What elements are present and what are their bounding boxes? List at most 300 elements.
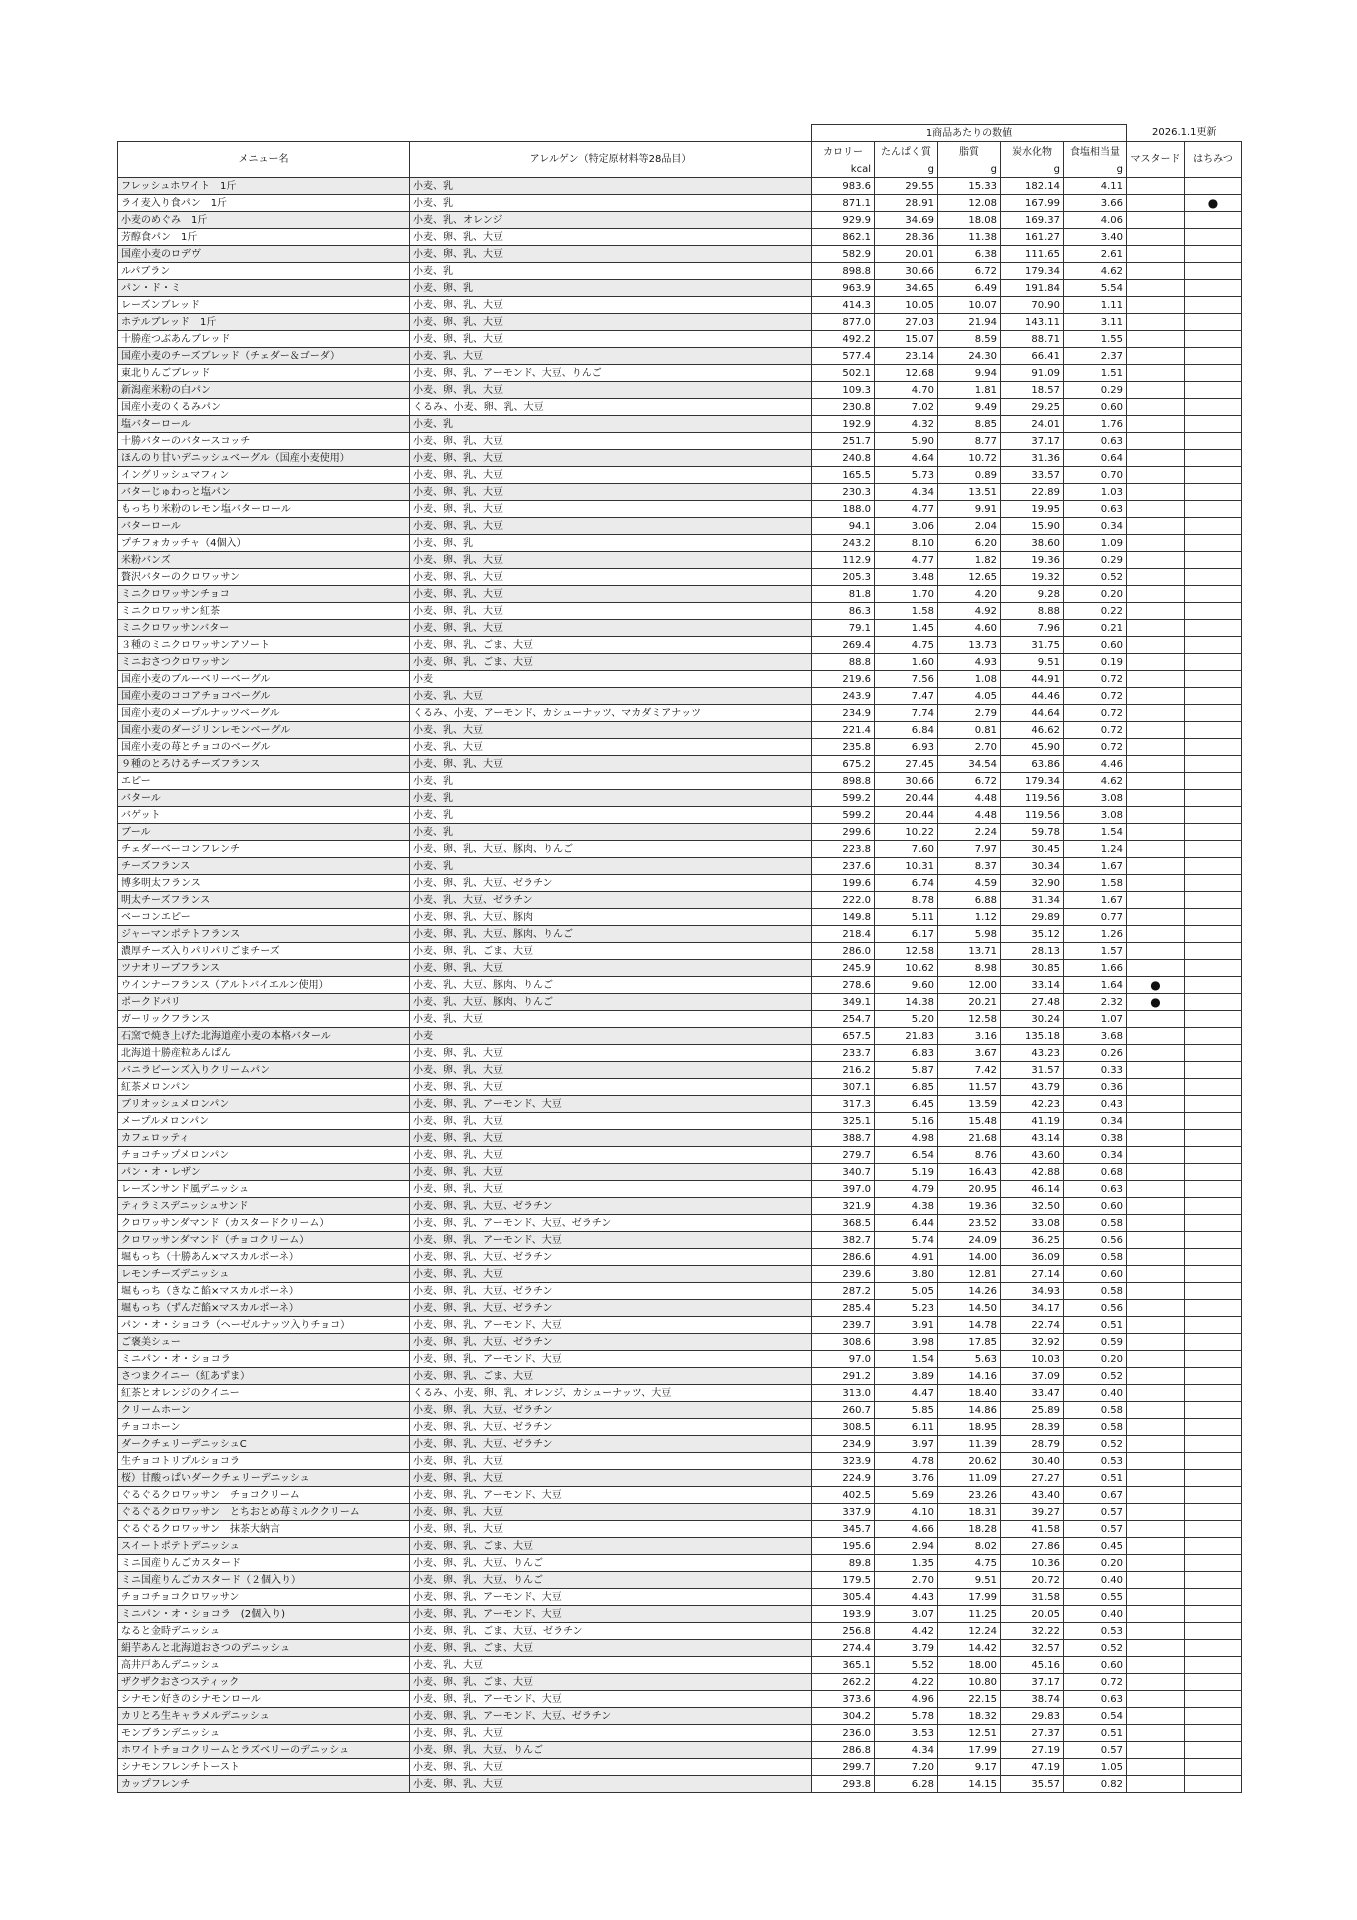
carb: 44.64 xyxy=(1001,705,1064,722)
fat: 2.04 xyxy=(938,518,1001,535)
fat: 8.77 xyxy=(938,433,1001,450)
honey-mark xyxy=(1185,1249,1242,1266)
honey-mark xyxy=(1185,1198,1242,1215)
allergens: 小麦、卵、乳、アーモンド、大豆 xyxy=(410,1317,812,1334)
table-row xyxy=(118,1759,1242,1776)
mustard-mark xyxy=(1127,705,1185,722)
table-row xyxy=(118,1181,1242,1198)
mustard-mark xyxy=(1127,450,1185,467)
protein: 4.43 xyxy=(875,1589,938,1606)
carb: 33.57 xyxy=(1001,467,1064,484)
protein: 3.53 xyxy=(875,1725,938,1742)
honey-mark xyxy=(1185,1096,1242,1113)
fat: 9.51 xyxy=(938,1572,1001,1589)
calorie: 216.2 xyxy=(812,1062,875,1079)
salt: 3.08 xyxy=(1064,790,1127,807)
table-row xyxy=(118,1079,1242,1096)
salt: 0.56 xyxy=(1064,1300,1127,1317)
table-row xyxy=(118,501,1242,518)
calorie: 983.6 xyxy=(812,178,875,195)
salt: 0.22 xyxy=(1064,603,1127,620)
table-row xyxy=(118,229,1242,246)
mustard-mark xyxy=(1127,1266,1185,1283)
carb: 33.08 xyxy=(1001,1215,1064,1232)
allergens: 小麦、乳、大豆、豚肉、りんご xyxy=(410,994,812,1011)
allergens: 小麦、卵、乳、大豆、豚肉、りんご xyxy=(410,841,812,858)
fat: 2.79 xyxy=(938,705,1001,722)
honey-mark xyxy=(1185,586,1242,603)
fat: 13.73 xyxy=(938,637,1001,654)
allergens: 小麦 xyxy=(410,671,812,688)
menu-name: ミニおさつクロワッサン xyxy=(118,654,410,671)
mustard-mark xyxy=(1127,399,1185,416)
protein: 1.45 xyxy=(875,620,938,637)
calorie: 368.5 xyxy=(812,1215,875,1232)
table-row xyxy=(118,1062,1242,1079)
honey-mark xyxy=(1185,1147,1242,1164)
carb: 70.90 xyxy=(1001,297,1064,314)
menu-name: ミニクロワッサンバター xyxy=(118,620,410,637)
protein: 6.28 xyxy=(875,1776,938,1793)
menu-name: ルパブラン xyxy=(118,263,410,280)
allergens: 小麦、卵、乳、大豆 xyxy=(410,603,812,620)
mustard-mark xyxy=(1127,1555,1185,1572)
mustard-mark xyxy=(1127,909,1185,926)
carb: 37.17 xyxy=(1001,1674,1064,1691)
honey-mark xyxy=(1185,926,1242,943)
fat: 18.00 xyxy=(938,1657,1001,1674)
carb: 37.17 xyxy=(1001,433,1064,450)
carb: 35.57 xyxy=(1001,1776,1064,1793)
fat: 18.95 xyxy=(938,1419,1001,1436)
menu-name: ミニパン・オ・ショコラ xyxy=(118,1351,410,1368)
carb: 38.60 xyxy=(1001,535,1064,552)
fat: 9.91 xyxy=(938,501,1001,518)
protein: 4.38 xyxy=(875,1198,938,1215)
calorie: 240.8 xyxy=(812,450,875,467)
menu-name: ホワイトチョコクリームとラズベリーのデニッシュ xyxy=(118,1742,410,1759)
table-row xyxy=(118,654,1242,671)
allergens: 小麦、卵、乳、ごま、大豆 xyxy=(410,637,812,654)
fat: 14.15 xyxy=(938,1776,1001,1793)
fat: 1.08 xyxy=(938,671,1001,688)
calorie: 256.8 xyxy=(812,1623,875,1640)
table-row xyxy=(118,1402,1242,1419)
fat: 12.51 xyxy=(938,1725,1001,1742)
fat: 4.75 xyxy=(938,1555,1001,1572)
table-row xyxy=(118,1708,1242,1725)
honey-mark xyxy=(1185,1402,1242,1419)
carb: 32.90 xyxy=(1001,875,1064,892)
honey-mark: ● xyxy=(1185,195,1242,212)
honey-mark xyxy=(1185,620,1242,637)
mustard-mark xyxy=(1127,1504,1185,1521)
carb: 39.27 xyxy=(1001,1504,1064,1521)
allergens: 小麦、卵、乳、大豆 xyxy=(410,229,812,246)
protein: 8.10 xyxy=(875,535,938,552)
carb: 43.14 xyxy=(1001,1130,1064,1147)
protein: 12.58 xyxy=(875,943,938,960)
mustard-mark xyxy=(1127,1674,1185,1691)
carb: 33.14 xyxy=(1001,977,1064,994)
honey-mark xyxy=(1185,1215,1242,1232)
calorie: 871.1 xyxy=(812,195,875,212)
menu-name: 堀もっち（きなこ餡×マスカルポーネ） xyxy=(118,1283,410,1300)
salt: 0.63 xyxy=(1064,1691,1127,1708)
fat: 6.72 xyxy=(938,773,1001,790)
table-row xyxy=(118,1334,1242,1351)
salt: 0.72 xyxy=(1064,1674,1127,1691)
table-row xyxy=(118,1215,1242,1232)
calorie: 239.7 xyxy=(812,1317,875,1334)
calorie: 237.6 xyxy=(812,858,875,875)
allergens: 小麦、卵、乳、大豆、ゼラチン xyxy=(410,1419,812,1436)
menu-name: モンブランデニッシュ xyxy=(118,1725,410,1742)
calorie: 188.0 xyxy=(812,501,875,518)
mustard-mark xyxy=(1127,348,1185,365)
carb: 35.12 xyxy=(1001,926,1064,943)
carb: 46.14 xyxy=(1001,1181,1064,1198)
allergens: くるみ、小麦、卵、乳、大豆 xyxy=(410,399,812,416)
allergens: 小麦、卵、乳、大豆 xyxy=(410,586,812,603)
protein: 2.94 xyxy=(875,1538,938,1555)
allergens: 小麦、乳、大豆 xyxy=(410,348,812,365)
fat: 17.99 xyxy=(938,1742,1001,1759)
table-row xyxy=(118,637,1242,654)
allergens: 小麦、卵、乳、アーモンド、大豆 xyxy=(410,1606,812,1623)
fat: 3.16 xyxy=(938,1028,1001,1045)
honey-mark xyxy=(1185,977,1242,994)
allergens: 小麦、卵、乳、大豆、ゼラチン xyxy=(410,1402,812,1419)
allergens: 小麦、乳 xyxy=(410,263,812,280)
allergens: 小麦、卵、乳、アーモンド、大豆 xyxy=(410,1487,812,1504)
table-row xyxy=(118,1623,1242,1640)
calorie: 323.9 xyxy=(812,1453,875,1470)
mustard-mark xyxy=(1127,875,1185,892)
fat-unit: g xyxy=(938,162,1001,178)
table-row xyxy=(118,926,1242,943)
calorie: 502.1 xyxy=(812,365,875,382)
salt: 0.52 xyxy=(1064,1640,1127,1657)
carb: 27.37 xyxy=(1001,1725,1064,1742)
allergens: 小麦、乳 xyxy=(410,195,812,212)
calorie: 235.8 xyxy=(812,739,875,756)
menu-name: プチフォカッチャ（4個入） xyxy=(118,535,410,552)
allergens: 小麦、卵、乳、大豆 xyxy=(410,501,812,518)
calorie: 373.6 xyxy=(812,1691,875,1708)
honey-mark xyxy=(1185,1181,1242,1198)
allergens: 小麦、卵、乳、アーモンド、大豆、りんご xyxy=(410,365,812,382)
honey-mark xyxy=(1185,705,1242,722)
calorie: 862.1 xyxy=(812,229,875,246)
mustard-mark xyxy=(1127,773,1185,790)
salt: 0.57 xyxy=(1064,1504,1127,1521)
mustard-mark xyxy=(1127,1487,1185,1504)
calorie: 97.0 xyxy=(812,1351,875,1368)
calorie: 81.8 xyxy=(812,586,875,603)
allergens: くるみ、小麦、卵、乳、オレンジ、カシューナッツ、大豆 xyxy=(410,1385,812,1402)
mustard-mark xyxy=(1127,1538,1185,1555)
menu-name: イングリッシュマフィン xyxy=(118,467,410,484)
menu-name: ザクザクおさつスティック xyxy=(118,1674,410,1691)
menu-name: スイートポテトデニッシュ xyxy=(118,1538,410,1555)
menu-name: 国産小麦のダージリンレモンベーグル xyxy=(118,722,410,739)
fat: 16.43 xyxy=(938,1164,1001,1181)
salt: 3.08 xyxy=(1064,807,1127,824)
salt: 0.58 xyxy=(1064,1402,1127,1419)
calorie: 221.4 xyxy=(812,722,875,739)
mustard-mark xyxy=(1127,416,1185,433)
honey-mark xyxy=(1185,1334,1242,1351)
honey-mark xyxy=(1185,688,1242,705)
allergens: 小麦、卵、乳 xyxy=(410,280,812,297)
salt: 3.66 xyxy=(1064,195,1127,212)
honey-mark xyxy=(1185,178,1242,195)
carb: 32.57 xyxy=(1001,1640,1064,1657)
honey-mark xyxy=(1185,569,1242,586)
mustard-mark xyxy=(1127,926,1185,943)
table-row xyxy=(118,314,1242,331)
protein: 28.91 xyxy=(875,195,938,212)
allergens: 小麦、卵、乳、大豆 xyxy=(410,1725,812,1742)
fat: 34.54 xyxy=(938,756,1001,773)
salt: 0.63 xyxy=(1064,433,1127,450)
honey-mark xyxy=(1185,212,1242,229)
carb: 32.92 xyxy=(1001,1334,1064,1351)
carb: 29.25 xyxy=(1001,399,1064,416)
allergens: 小麦、卵、乳、大豆、豚肉 xyxy=(410,909,812,926)
salt: 0.20 xyxy=(1064,586,1127,603)
protein: 4.64 xyxy=(875,450,938,467)
fat: 14.50 xyxy=(938,1300,1001,1317)
salt: 0.51 xyxy=(1064,1470,1127,1487)
carb: 22.89 xyxy=(1001,484,1064,501)
honey-mark xyxy=(1185,1487,1242,1504)
mustard-mark: ● xyxy=(1127,977,1185,994)
allergens: 小麦、卵、乳、大豆 xyxy=(410,1521,812,1538)
table-row xyxy=(118,1028,1242,1045)
calorie: 230.3 xyxy=(812,484,875,501)
protein: 15.07 xyxy=(875,331,938,348)
allergens: 小麦、卵、乳、大豆 xyxy=(410,1453,812,1470)
protein: 4.42 xyxy=(875,1623,938,1640)
salt: 1.24 xyxy=(1064,841,1127,858)
mustard-mark xyxy=(1127,1113,1185,1130)
allergens: 小麦、卵、乳、ごま、大豆、ゼラチン xyxy=(410,1623,812,1640)
protein: 7.56 xyxy=(875,671,938,688)
fat: 0.89 xyxy=(938,467,1001,484)
carb: 10.03 xyxy=(1001,1351,1064,1368)
fat: 13.51 xyxy=(938,484,1001,501)
carb: 9.28 xyxy=(1001,586,1064,603)
protein: 5.74 xyxy=(875,1232,938,1249)
allergens: 小麦、卵、乳、大豆 xyxy=(410,246,812,263)
calorie: 299.6 xyxy=(812,824,875,841)
calorie: 349.1 xyxy=(812,994,875,1011)
menu-name: レモンチーズデニッシュ xyxy=(118,1266,410,1283)
fat: 11.39 xyxy=(938,1436,1001,1453)
mustard-mark xyxy=(1127,1215,1185,1232)
fat: 17.99 xyxy=(938,1589,1001,1606)
honey-mark xyxy=(1185,229,1242,246)
mustard-mark xyxy=(1127,263,1185,280)
menu-name: クリームホーン xyxy=(118,1402,410,1419)
table-row xyxy=(118,1691,1242,1708)
carb: 31.34 xyxy=(1001,892,1064,909)
salt: 1.54 xyxy=(1064,824,1127,841)
protein: 3.97 xyxy=(875,1436,938,1453)
mustard-mark xyxy=(1127,1640,1185,1657)
salt: 0.40 xyxy=(1064,1572,1127,1589)
table-row xyxy=(118,1351,1242,1368)
carb: 63.86 xyxy=(1001,756,1064,773)
protein-unit: g xyxy=(875,162,938,178)
table-row xyxy=(118,1606,1242,1623)
honey-mark xyxy=(1185,552,1242,569)
fat: 4.20 xyxy=(938,586,1001,603)
menu-name: チョコホーン xyxy=(118,1419,410,1436)
menu-name: クロワッサンダマンド（チョコクリーム） xyxy=(118,1232,410,1249)
table-row xyxy=(118,790,1242,807)
menu-name: カリとろ生キャラメルデニッシュ xyxy=(118,1708,410,1725)
fat: 6.72 xyxy=(938,263,1001,280)
menu-name: ライ麦入り食パン 1斤 xyxy=(118,195,410,212)
table-row xyxy=(118,297,1242,314)
fat: 12.81 xyxy=(938,1266,1001,1283)
carb: 29.83 xyxy=(1001,1708,1064,1725)
carb: 46.62 xyxy=(1001,722,1064,739)
allergens: 小麦、卵、乳、大豆 xyxy=(410,1113,812,1130)
mustard-mark xyxy=(1127,229,1185,246)
mustard-mark xyxy=(1127,1079,1185,1096)
salt: 0.70 xyxy=(1064,467,1127,484)
calorie: 86.3 xyxy=(812,603,875,620)
salt: 0.60 xyxy=(1064,1266,1127,1283)
calorie: 305.4 xyxy=(812,1589,875,1606)
menu-name: ミニクロワッサンチョコ xyxy=(118,586,410,603)
allergens: 小麦、卵、乳、大豆 xyxy=(410,1759,812,1776)
honey-mark xyxy=(1185,467,1242,484)
fat: 6.88 xyxy=(938,892,1001,909)
calorie: 94.1 xyxy=(812,518,875,535)
calorie: 599.2 xyxy=(812,807,875,824)
honey-mark xyxy=(1185,382,1242,399)
calorie: 230.8 xyxy=(812,399,875,416)
honey-mark xyxy=(1185,1691,1242,1708)
mustard-mark xyxy=(1127,331,1185,348)
carb: 31.75 xyxy=(1001,637,1064,654)
protein: 5.11 xyxy=(875,909,938,926)
menu-name: 国産小麦のメープルナッツベーグル xyxy=(118,705,410,722)
protein: 5.73 xyxy=(875,467,938,484)
allergens: 小麦、卵、乳、ごま、大豆 xyxy=(410,943,812,960)
mustard-mark xyxy=(1127,1198,1185,1215)
table-row xyxy=(118,1266,1242,1283)
table-row xyxy=(118,705,1242,722)
salt: 0.72 xyxy=(1064,739,1127,756)
calorie: 286.0 xyxy=(812,943,875,960)
mustard-mark xyxy=(1127,1521,1185,1538)
allergens: 小麦、卵、乳、大豆、ゼラチン xyxy=(410,1249,812,1266)
honey-mark xyxy=(1185,909,1242,926)
allergens: 小麦、卵、乳、アーモンド、大豆 xyxy=(410,1589,812,1606)
salt: 4.06 xyxy=(1064,212,1127,229)
mustard-header: マスタード xyxy=(1127,142,1185,178)
salt: 0.38 xyxy=(1064,1130,1127,1147)
menu-name: ぐるぐるクロワッサン とちおとめ苺ミルククリーム xyxy=(118,1504,410,1521)
calorie: 278.6 xyxy=(812,977,875,994)
carb: 37.09 xyxy=(1001,1368,1064,1385)
menu-name: レーズンサンド風デニッシュ xyxy=(118,1181,410,1198)
mustard-mark xyxy=(1127,688,1185,705)
salt: 0.45 xyxy=(1064,1538,1127,1555)
protein: 34.65 xyxy=(875,280,938,297)
allergens: 小麦、卵、乳、大豆 xyxy=(410,1062,812,1079)
mustard-mark xyxy=(1127,858,1185,875)
calorie: 88.8 xyxy=(812,654,875,671)
menu-name: エピー xyxy=(118,773,410,790)
protein-header: たんぱく質 xyxy=(875,142,938,163)
protein: 4.22 xyxy=(875,1674,938,1691)
carb: 27.14 xyxy=(1001,1266,1064,1283)
salt: 0.57 xyxy=(1064,1742,1127,1759)
protein: 7.60 xyxy=(875,841,938,858)
table-row xyxy=(118,620,1242,637)
honey-mark xyxy=(1185,807,1242,824)
fat: 7.42 xyxy=(938,1062,1001,1079)
carb: 28.79 xyxy=(1001,1436,1064,1453)
table-row xyxy=(118,1096,1242,1113)
table-row xyxy=(118,875,1242,892)
salt: 0.40 xyxy=(1064,1385,1127,1402)
protein: 27.03 xyxy=(875,314,938,331)
menu-name: パン・ド・ミ xyxy=(118,280,410,297)
table-row xyxy=(118,1436,1242,1453)
salt: 0.20 xyxy=(1064,1351,1127,1368)
calorie: 877.0 xyxy=(812,314,875,331)
allergens: 小麦、乳、大豆、ゼラチン xyxy=(410,892,812,909)
salt: 0.58 xyxy=(1064,1419,1127,1436)
fat: 8.85 xyxy=(938,416,1001,433)
protein: 4.34 xyxy=(875,1742,938,1759)
menu-name: ツナオリーブフランス xyxy=(118,960,410,977)
calorie: 165.5 xyxy=(812,467,875,484)
mustard-mark xyxy=(1127,824,1185,841)
fat: 17.85 xyxy=(938,1334,1001,1351)
salt: 0.57 xyxy=(1064,1521,1127,1538)
fat: 4.48 xyxy=(938,807,1001,824)
table-row xyxy=(118,1674,1242,1691)
allergens: 小麦、乳、オレンジ xyxy=(410,212,812,229)
carb: 43.40 xyxy=(1001,1487,1064,1504)
protein: 4.32 xyxy=(875,416,938,433)
table-row xyxy=(118,1045,1242,1062)
fat: 8.59 xyxy=(938,331,1001,348)
menu-name: 塩バターロール xyxy=(118,416,410,433)
table-row xyxy=(118,739,1242,756)
table-row xyxy=(118,1130,1242,1147)
protein: 3.91 xyxy=(875,1317,938,1334)
menu-name: 堀もっち（ずんだ餡×マスカルポーネ） xyxy=(118,1300,410,1317)
table-row xyxy=(118,365,1242,382)
salt: 0.19 xyxy=(1064,654,1127,671)
protein: 6.45 xyxy=(875,1096,938,1113)
carb: 7.96 xyxy=(1001,620,1064,637)
menu-name: 国産小麦のブルーベリーベーグル xyxy=(118,671,410,688)
fat: 20.21 xyxy=(938,994,1001,1011)
fat: 7.97 xyxy=(938,841,1001,858)
calorie: 245.9 xyxy=(812,960,875,977)
